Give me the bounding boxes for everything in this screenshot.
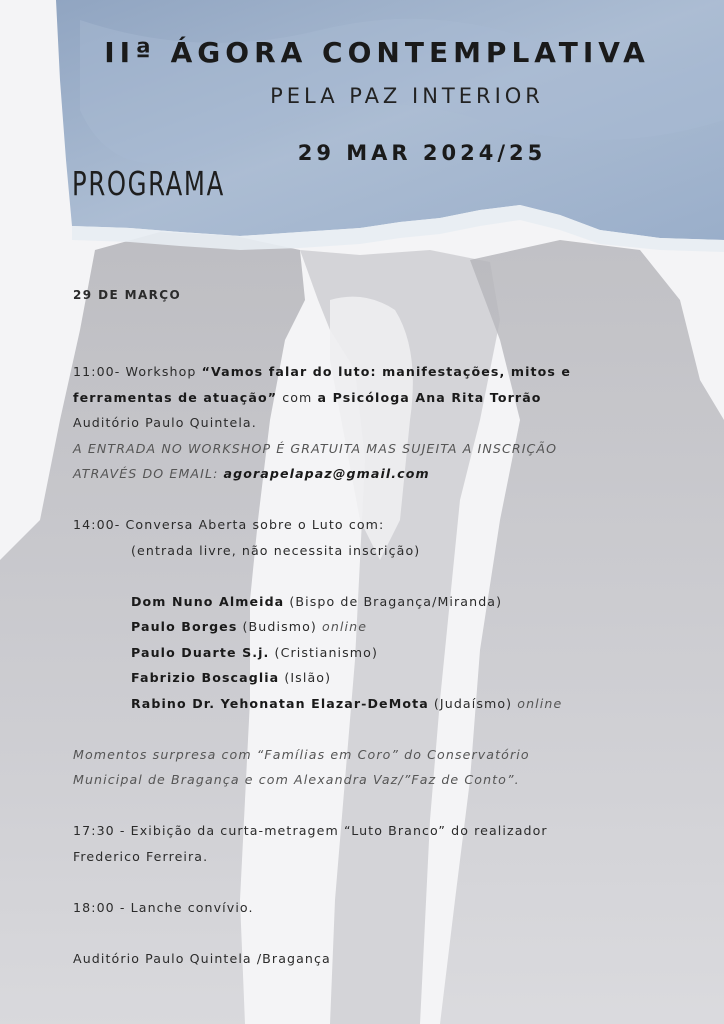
surprise-line1: Momentos surpresa com “Famílias em Coro” do Conservatório bbox=[73, 746, 530, 762]
speaker-list bbox=[73, 589, 673, 717]
speaker-item: Dom Nuno Almeida (Bispo de Bragança/Miranda) bbox=[131, 593, 503, 609]
location-line: Auditório Paulo Quintela /Bragança bbox=[73, 950, 331, 966]
conversa-line1: 14:00- Conversa Aberta sobre o Luto com: bbox=[73, 517, 385, 532]
section-title: PROGRAMA bbox=[72, 164, 225, 203]
workshop-note-line2: ATRAVÉS DO EMAIL: agorapelapaz@gmail.com bbox=[73, 466, 430, 481]
event-subtitle: PELA PAZ INTERIOR bbox=[270, 84, 544, 108]
event-title: IIª ÁGORA CONTEMPLATIVA bbox=[104, 36, 650, 69]
day-label: 29 DE MARÇO bbox=[73, 288, 182, 302]
workshop-note-line1: A ENTRADA NO WORKSHOP É GRATUITA MAS SUJEITA A INSCRIÇÃO bbox=[73, 440, 558, 456]
speaker-item: Fabrizio Boscaglia (Islão) bbox=[131, 670, 332, 685]
email-link[interactable]: agorapelapaz@gmail.com bbox=[223, 466, 430, 481]
speaker-item: Rabino Dr. Yehonatan Elazar-DeMota (Judaísmo) online bbox=[131, 695, 563, 711]
conversa-line2: (entrada livre, não necessita inscrição) bbox=[131, 542, 421, 558]
workshop-title: “Vamos falar do luto: manifestações, mitos e ferramentas de atuação” bbox=[73, 364, 572, 405]
workshop-speaker: a Psicóloga Ana Rita Torrão bbox=[317, 389, 542, 405]
film-line1: 17:30 - Exibição da curta-metragem “Luto Branco” do realizador bbox=[73, 823, 548, 838]
speaker-item: Paulo Duarte S.j. (Cristianismo) bbox=[131, 644, 378, 660]
event-date: 29 MAR 2024/25 bbox=[297, 141, 547, 165]
workshop-time: 11:00- Workshop bbox=[73, 364, 202, 379]
program-content bbox=[73, 283, 673, 971]
speaker-item: Paulo Borges (Budismo) online bbox=[131, 619, 368, 634]
workshop-block: 11:00- Workshop “Vamos falar do luto: manifestações, mitos e ferramentas de atuação” com a Psicóloga Ana Rita Torrão bbox=[73, 364, 572, 405]
film-line2: Frederico Ferreira. bbox=[73, 848, 209, 864]
snack-line: 18:00 - Lanche convívio. bbox=[73, 899, 254, 915]
surprise-line2: Municipal de Bragança e com Alexandra Vaz/”Faz de Conto”. bbox=[73, 772, 520, 787]
workshop-venue: Auditório Paulo Quintela. bbox=[73, 415, 257, 430]
